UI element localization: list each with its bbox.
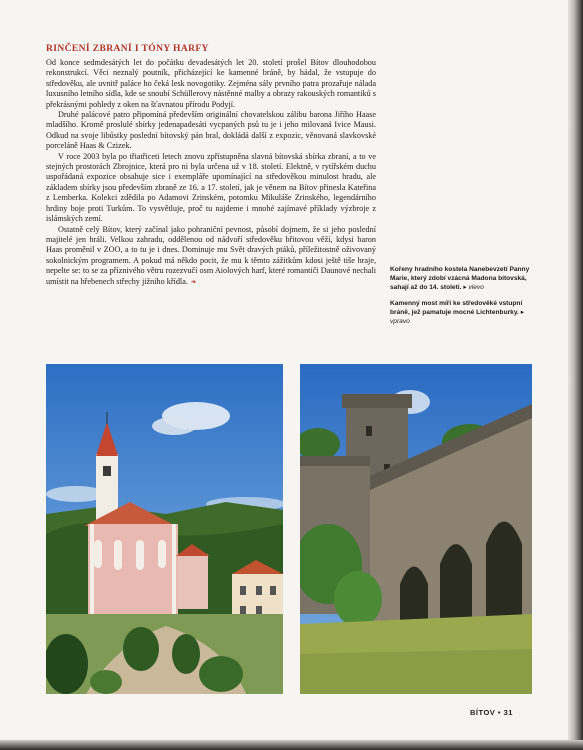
paragraph-4-text: Ostatně celý Bítov, který začínal jako pohraniční pevnost, působí dojmem, že si jeho poslední majitelé jen hráli. Velkou zahradu, oddělenou od nádvoří středověku břitovou věží, kdysi baron Haas proměnil v ZOO, a to tu je i dnes. Dominuje mu Svět dravých ptáků, příležitostně oživovaný sokolnickým programem. A pokud má někdo pocit, že mu k těmto zážitkům kdosi ještě tiše hraje, nepelte se: to se za příznivého větru rozezvučí osm Aiolových harf, které romantiči Daunové nechali umístit na hřebenech střechy jižního křídla. bbox=[46, 224, 376, 286]
caption-right-direction: vpravo bbox=[390, 318, 410, 325]
paragraph-4 bbox=[46, 225, 376, 287]
caption-right bbox=[390, 299, 530, 326]
church-photo bbox=[46, 364, 283, 694]
bridge-photo bbox=[300, 364, 532, 694]
caption-right-text: Kamenný most míří ke středověké vstupní bráně, jež pamatuje mocné Lichtenburky. bbox=[390, 300, 523, 316]
photo-captions bbox=[390, 265, 530, 333]
paragraph-2: Druhé palácové patro připomíná především originální chovatelskou zálibu barona Jiřího Haase mladšího. Kromě proslulé sbírky jedenapadesáti vycpaných psů tu je i jeho milovaná Ivice Mausi. Odkud na svoje libůstky poslední bítovský pán bral, dokládá další z expozic, věnovaná slavkovské porceláně Haas & Czizek. bbox=[46, 110, 376, 151]
caption-left-text: Kořeny hradního kostela Nanebevzetí Panny Marie, který zdobí vzácná Madona bítovská, sahají až do 14. století. bbox=[390, 266, 530, 291]
caption-arrow-icon: ▸ bbox=[463, 284, 467, 291]
paragraph-3: V roce 2003 byla po třiatřiceti letech znovu zpřístupněna slavná bítovská sbírka zbraní, a to ve stejných prostorách Zbrojnice, která pro ni byla určena už v 18. století. Elektně, v rytířském duchu uspořádaná expozice obsahuje sice i exempláře upomínající na středověkou minulost hradu, ale základem sbírky jsou především zbraně ze 16. a 17. století, jak je věnem na Bítov přinesla Kateřina z Lemberka. Kolekci zdědila po Adamovi Zrinském, potomku Mikuláše Zrinského, legendárního hrdiny boje proti Turkům. To vysvětluje, proč tu najdeme i mnohé zajímavé příklady výzbroje z islámských zemí. bbox=[46, 151, 376, 224]
body-text bbox=[46, 58, 376, 287]
caption-left-direction: vlevo bbox=[468, 284, 484, 291]
end-mark: ❧ bbox=[190, 277, 197, 286]
caption-arrow-icon: ▸ bbox=[520, 309, 525, 316]
page-edge-right bbox=[568, 0, 583, 750]
caption-left bbox=[390, 265, 530, 292]
page-edge-bottom bbox=[0, 740, 583, 750]
paragraph-1: Od konce sedmdesátých let do počátku devadesátých let 20. století prošel Bítov dlouhodobou rekonstrukcí. Věci neznalý poutník, přicházející ke kamenné bráně, by hádal, že vstupuje do středověku, ale uvnitř paláce ho čeká lesk novogotiky. Zejména sály prvního patra prozařuje nálada luxusního letního sídla, kde se snoubí Schüllerovy nástěnné malby a obrazy rakouských romantiků s překrásnými pohledy z oken na šťavnatou přírodu Podyjí. bbox=[46, 58, 376, 109]
section-heading: RINČENÍ ZBRANÍ I TÓNY HARFY bbox=[46, 44, 209, 54]
page-number: BÍTOV • 31 bbox=[470, 708, 513, 717]
